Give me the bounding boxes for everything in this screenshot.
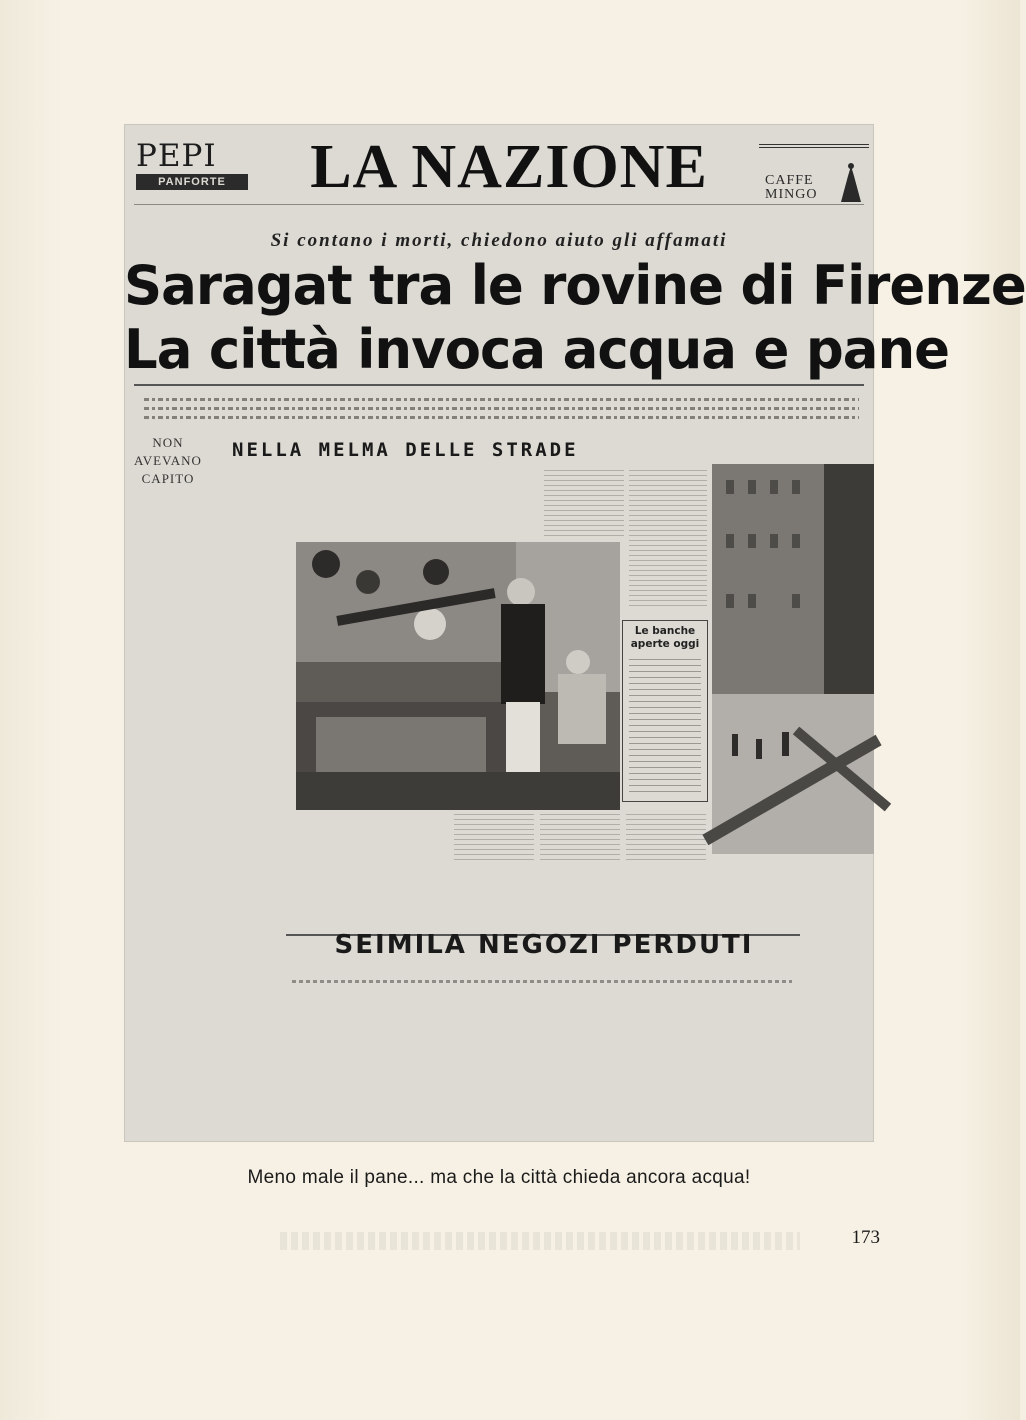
summary-text-block <box>144 392 859 424</box>
ad-caffe-mingo <box>759 144 869 210</box>
bottom-dek-line <box>292 980 792 983</box>
masthead-title: LA NAZIONE <box>310 133 708 201</box>
photo-saragat-in-truck <box>296 542 620 810</box>
newspaper-masthead <box>124 124 874 216</box>
text-column <box>544 470 624 536</box>
summary-line <box>144 398 859 401</box>
summary-rule <box>134 384 864 386</box>
box-title: Le banche aperte oggi <box>630 625 700 650</box>
coffee-pot-icon <box>839 162 863 206</box>
kicker-line: Si contano i morti, chiedono aiuto gli affamati <box>270 230 728 251</box>
page-number: 173 <box>851 1227 880 1248</box>
bottom-headline: SEIMILA NEGOZI PERDUTI <box>334 930 754 960</box>
photo-image <box>712 464 874 854</box>
ad-left-brand: PEPI <box>136 138 217 174</box>
text-column <box>540 814 620 864</box>
newspaper-reproduction <box>124 124 1026 1142</box>
main-headline <box>124 254 1026 382</box>
ad-right-text <box>765 174 817 202</box>
side-label-line-2: CAPITO <box>141 471 195 486</box>
ad-pepi-panforte <box>136 140 254 192</box>
box-text-lines <box>629 659 701 795</box>
photo-image <box>296 542 620 810</box>
photo-caption: Meno male il pane... ma che la città chieda ancora acqua! <box>247 1167 751 1188</box>
side-column-label <box>128 434 208 488</box>
sub-headline: NELLA MELMA DELLE STRADE <box>232 439 579 461</box>
text-column <box>629 470 707 610</box>
ad-right-line1: CAFFE <box>765 173 814 188</box>
ad-right-line2: MINGO <box>765 187 818 202</box>
text-column <box>454 814 534 864</box>
bleed-through-text <box>280 1232 800 1250</box>
masthead-rule <box>134 204 864 205</box>
headline-line-2: La città invoca acqua e pane <box>124 318 950 381</box>
side-label-line-1: NON AVEVANO <box>134 435 202 468</box>
summary-line <box>144 416 859 419</box>
text-column <box>626 814 706 864</box>
photo-palazzo-vecchio-street <box>712 464 874 854</box>
ad-left-product: PANFORTE <box>136 174 248 190</box>
headline-line-1: Saragat tra le rovine di Firenze <box>124 254 1026 317</box>
sidebar-box-banks <box>622 620 708 802</box>
summary-line <box>144 407 859 410</box>
